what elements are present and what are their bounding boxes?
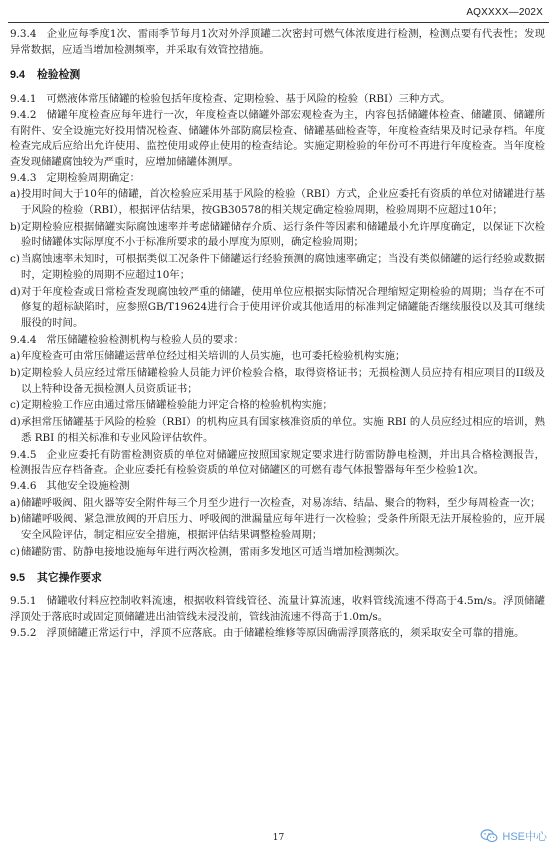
list-marker: a) [10, 496, 21, 509]
clause-9-4-4 [10, 333, 545, 349]
list-marker: b) [10, 367, 21, 380]
clause-9-4-3 [10, 171, 545, 187]
list-item [10, 252, 545, 283]
clause-number: 9.4.6 [10, 479, 37, 492]
list-marker: d) [10, 285, 21, 298]
clause-number: 9.4.2 [10, 108, 37, 121]
section-title: 检验检测 [37, 69, 81, 82]
clause-title: 定期检验周期确定： [46, 171, 140, 184]
clause-text: 企业应委托有防雷检测资质的单位对储罐应按照国家规定要求进行防雷防静电检测，并出具合格检测报告，检测报告应存档备查。企业应委托有检验资质的单位对储罐区的可燃有毒气体报警器每年至少检验1次。 [10, 448, 545, 477]
list-item [10, 187, 545, 218]
section-number: 9.4 [10, 69, 26, 82]
list-item-text: 年度检查可由常压储罐运营单位经过相关培训的人员实施，也可委托检验机构实施； [21, 350, 406, 363]
list-marker: a) [10, 188, 21, 201]
list-marker: a) [10, 350, 21, 363]
list-item-text: 投用时间大于10年的储罐，首次检验应采用基于风险的检验（RBI）方式，企业应委托有资质的单位对储罐进行基于风险的检验（RBI），根据评估结果，按GB30578的相关规定确定检验周期，检验周期不应超过10年； [21, 188, 545, 217]
list-item-text: 定期检验应根据储罐实际腐蚀速率并考虑储罐储存介质、运行条件等因素和储罐最小允许厚度确定，以保证下次检验时储罐体实际厚度不小于标准所要求的最小厚度为原则，确定检验周期； [21, 220, 545, 249]
clause-number: 9.5.2 [10, 626, 37, 639]
list-item [10, 220, 545, 251]
clause-title: 常压储罐检验检测机构与检验人员的要求： [46, 333, 244, 346]
clause-9-4-6 [10, 479, 545, 495]
list-item [10, 366, 545, 397]
watermark [480, 828, 547, 844]
list-item-text: 定期检验工作应由通过常压储罐检验能力评定合格的检验机构实施； [21, 399, 333, 412]
list-item-text: 承担常压储罐基于风险的检验（RBI）的机构应具有国家核准资质的单位。实施 RBI 的人员应经过相应的培训，熟悉 RBI 的相关标准和专业风险评估软件。 [21, 416, 545, 444]
section-heading-9-5 [10, 571, 545, 587]
list-item [10, 545, 545, 561]
clause-9-4-5 [10, 448, 545, 479]
clause-text: 可燃液体常压储罐的检验包括年度检查、定期检验、基于风险的检验（RBI）三种方式。 [46, 93, 451, 106]
list-marker: c) [10, 545, 20, 558]
list-marker: d) [10, 416, 21, 429]
list-item-text: 当腐蚀速率未知时，可根据类似工况条件下储罐运行经验预测的腐蚀速率确定；当没有类似储罐的运行经验或数据时，定期检验的周期不应超过10年； [21, 253, 545, 281]
list-marker: c) [10, 399, 20, 412]
clause-number: 9.4.1 [10, 93, 37, 106]
list-item [10, 415, 545, 446]
list-item-text: 储罐防雷、防静电接地设施每年进行两次检测，雷雨多发地区可适当增加检测频次。 [21, 545, 406, 558]
clause-9-3-4 [10, 27, 545, 58]
document-code: AQXXXX—202X [466, 7, 543, 18]
clause-text: 企业应每季度1次、雷雨季节每月1次对外浮顶罐二次密封可燃气体浓度进行检测，检测点要有代表性；发现异常数据，应适当增加检测频率，并采取有效管控措施。 [10, 28, 545, 56]
clause-text: 储罐收付料应控制收料流速，根据收料管线管径、流量计算流速，收料管线流速不得高于4.5m/s。浮顶储罐浮顶处于落底时或固定顶储罐进出油管线未浸没前，管线油流速不得高于1.0m/s。 [10, 595, 545, 623]
list-item [10, 349, 545, 365]
list-item-text: 储罐呼吸阀、紧急泄放阀的开启压力、呼吸阀的泄漏量应每年进行一次检验；受条件所限无法开展检验的，应开展安全风险评估，制定相应安全措施，根据评估结果调整检验周期； [21, 513, 545, 542]
clause-title: 其他安全设施检测 [46, 479, 130, 492]
section-heading-9-4 [10, 68, 545, 84]
list-item-text: 储罐呼吸阀、阻火器等安全附件每三个月至少进行一次检查，对易冻结、结晶、聚合的物料，至少每周检查一次； [21, 496, 541, 509]
list-item [10, 512, 545, 543]
header-rule [8, 22, 549, 23]
clause-text: 浮顶储罐正常运行中，浮顶不应落底。由于储罐检维修等原因确需浮顶落底的，须采取安全可靠的措施。 [46, 626, 525, 639]
clause-9-5-1 [10, 594, 545, 625]
list-item [10, 398, 545, 414]
wechat-icon [480, 829, 498, 843]
clause-number: 9.3.4 [10, 28, 37, 40]
page-number: 17 [272, 833, 285, 843]
list-item [10, 285, 545, 332]
section-number: 9.5 [10, 571, 26, 584]
clause-9-4-2 [10, 108, 545, 171]
list-marker: b) [10, 513, 21, 526]
list-item-text: 定期检验人员应经过常压储罐检验人员能力评价检验合格，取得资格证书；无损检测人员应持有相应项目的II级及以上特种设备无损检测人员资质证书； [21, 367, 545, 395]
list-item [10, 496, 545, 512]
clause-9-5-2 [10, 626, 545, 642]
clause-number: 9.5.1 [10, 595, 37, 608]
watermark-text: HSE中心 [502, 831, 547, 843]
clause-9-4-1 [10, 92, 545, 108]
clause-number: 9.4.3 [10, 171, 37, 184]
list-item-text: 对于年度检查或日常检查发现腐蚀较严重的储罐，使用单位应根据实际情况合理缩短定期检验的周期；当存在不可修复的超标缺陷时，应参照GB/T19624进行合于使用评价或其他适用的标准判定储罐能否继续服役以及其可继续服役的时间。 [21, 285, 545, 329]
clause-number: 9.4.4 [10, 333, 37, 346]
clause-text: 储罐年度检查应每年进行一次，年度检查以储罐外部宏观检查为主，内容包括储罐体检查、储罐顶、储罐所有附件、安全设施完好投用情况检查、储罐体外部防腐层检查、储罐基础检查等，年度检查结果及时记录存档。年度检查完成后应给出允许使用、监控使用或停止使用的检查结论。实施定期检验的年份可不再进行年度检查。当年度检查发现储罐腐蚀较为严重时，应增加储罐体测厚。 [10, 108, 545, 168]
list-marker: c) [10, 253, 20, 266]
clause-number: 9.4.5 [10, 448, 37, 461]
section-title: 其它操作要求 [37, 571, 102, 584]
list-marker: b) [10, 220, 21, 233]
page-content [10, 27, 545, 641]
